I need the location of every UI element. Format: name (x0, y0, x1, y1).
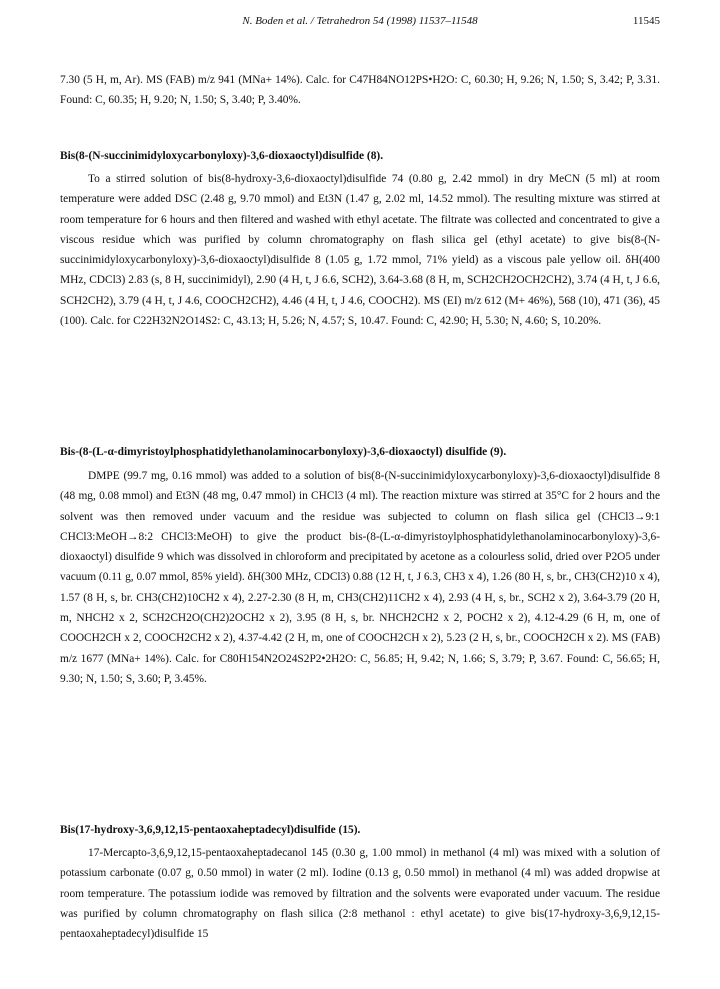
paragraph-compound-8: To a stirred solution of bis(8-hydroxy-3,6-dioxaoctyl)disulfide 74 (0.80 g, 2.42 mmol) in dry MeCN (5 ml) at room temperature were added DSC (2.48 g, 9.70 mmol) and Et3N (1.47 g, 2.02 ml, 14.52 mmol). The resulting mixture was stirred at room temperature for 6 hours and then filtered and washed with ethyl acetate. The filtrate was collected and concentrated to give a viscous residue which was purified by column chromatography on flash silica gel (ethyl acetate) to give bis(8-(N-succinimidyloxycarbonyloxy)-3,6-dioxaoctyl)disulfide 8 (1.05 g, 1.72 mmol, 71% yield) as a viscous pale yellow oil. δH(400 MHz, CDCl3) 2.83 (s, 8 H, succinimidyl), 2.90 (4 H, t, J 6.6, SCH2), 3.64-3.68 (8 H, m, SCH2CH2OCH2CH2), 3.74 (4 H, t, J 6.6, SCH2CH2), 3.79 (4 H, t, J 4.6, COOCH2CH2), 4.46 (4 H, t, J 4.6, COOCH2). MS (EI) m/z 612 (M+ 46%), 568 (10), 471 (36), 45 (100). Calc. for C22H32N2O14S2: C, 43.13; H, 5.26; N, 4.57; S, 10.47. Found: C, 42.90; H, 5.30; N, 4.60; S, 10.20%. (60, 173, 660, 328)
journal-citation: N. Boden et al. / Tetrahedron 54 (1998) 11537–11548 (242, 15, 478, 27)
paragraph-compound-15: 17-Mercapto-3,6,9,12,15-pentaoxaheptadecanol 145 (0.30 g, 1.00 mmol) in methanol (4 ml) was mixed with a solution of potassium carbonate (0.07 g, 0.50 mmol) in water (2 ml). Iodine (0.13 g, 0.50 mmol) in methanol (4 ml) was added dropwise at room temperature. The potassium iodide was removed by filtration and the solvents were evaporated under vacuum. The residue was purified by column chromatography on flash silica (2:8 methanol : ethyl acetate) to give bis(17-hydroxy-3,6,9,12,15-pentaoxaheptadecyl)disulfide 15 (60, 847, 660, 941)
page-number: 11545 (632, 15, 660, 27)
section-heading-compound-15: Bis(17-hydroxy-3,6,9,12,15-pentaoxaheptadecyl)disulfide (15). (60, 824, 361, 836)
running-header (60, 15, 660, 31)
section-heading-compound-9: Bis-(8-(L-α-dimyristoylphosphatidylethanolaminocarbonyloxy)-3,6-dioxaoctyl) disulfide (9). (60, 446, 507, 458)
section-heading-compound-8: Bis(8-(N-succinimidyloxycarbonyloxy)-3,6-dioxaoctyl)disulfide (8). (60, 150, 384, 162)
paragraph-continuation: 7.30 (5 H, m, Ar). MS (FAB) m/z 941 (MNa+ 14%). Calc. for C47H84NO12PS•H2O: C, 60.30; H, 9.26; N, 1.50; S, 3.42; P, 3.31. Found: C, 60.35; H, 9.20; N, 1.50; S, 3.40; P, 3.40%. (60, 74, 660, 107)
paragraph-compound-9: DMPE (99.7 mg, 0.16 mmol) was added to a solution of bis(8-(N-succinimidyloxycarbonyloxy)-3,6-dioxaoctyl)disulfide 8 (48 mg, 0.08 mmol) and Et3N (48 mg, 0.47 mmol) in CHCl3 (4 ml). The reaction mixture was stirred at 35°C for 2 hours and the solvent was then removed under vacuum and the residue was subjected to column on flash silica gel (CHCl3→9:1 CHCl3:MeOH→8:2 CHCl3:MeOH) to give the product bis-(8-(L-α-dimyristoylphosphatidylethanolaminocarbonyloxy)-3,6-dioxaoctyl) disulfide 9 which was dissolved in chloroform and precipitated by acetone as a colourless solid, dried over P2O5 under vacuum (0.11 g, 0.07 mmol, 85% yield). δH(300 MHz, CDCl3) 0.88 (12 H, t, J 6.3, CH3 x 4), 1.26 (80 H, s, br., CH3(CH2)10 x 4), 1.57 (8 H, s, br. CH3(CH2)10CH2 x 4), 2.27-2.30 (8 H, m, CH3(CH2)11CH2 x 4), 2.93 (4 H, s, br., SCH2 x 2), 3.64-3.79 (20 H, m, NHCH2 x 2, SCH2CH2O(CH2)2OCH2 x 2), 3.95 (8 H, s, br. NHCH2CH2 x 2, POCH2 x 2), 4.12-4.29 (6 H, m, one of COOCH2CH x 2, COOCH2CH2 x 2), 4.37-4.42 (2 H, m, one of COOCH2CH x 2), 5.23 (2 H, s, br., COOCH2CH x 2). MS (FAB) m/z 1677 (MNa+ 14%). Calc. for C80H154N2O24S2P2•2H2O: C, 56.85; H, 9.42; N, 1.66; S, 3.79; P, 3.67. Found: C, 56.65; H, 9.30; N, 1.50; S, 3.60; P, 3.45%. (60, 470, 660, 685)
